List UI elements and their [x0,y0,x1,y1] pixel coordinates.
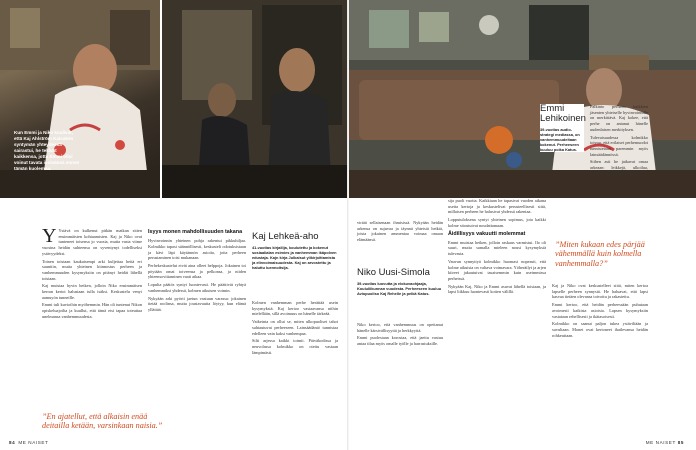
body-column-5 [448,198,546,297]
profile-name: Kaj Lehkeä-aho [252,231,319,242]
body-paragraph: Toinen toistaan kaukaisempi arki kuljettaa heitä eri suuntiin, mutta yhteinen kiinnostus perheen ja vanhemmuuden kysymyksiin on pitänyt heidät lähellä toisiaan. [42,258,142,281]
body-paragraph: Siihen asti he jatkavat omaa arkeaan: leikkejä, ulkoilua, iltasatuja ja yhteisiä illallisia. [590,159,648,176]
profile-name: Niko Uusi-Simola [357,267,430,278]
body-paragraph: sija puoli vuotta. Kaikkiaan he tapasivat vuoden aikana useita kertoja ja keskustelivat perusteellisesti siitä, millaisen perheen he halusivat yhdessä rakentaa. [448,198,546,215]
body-paragraph: Silti arjessa kaikki toimii. Päiväkodissa ja neuvolassa kolmikko on otettu vastaan lämpimästi. [252,338,338,355]
body-paragraph: Kaj ja Niko ovat keskustelleet siitä, miten kertoa lapselle perheen synnystä. He haluavat, että lapsi kasvaa tietäen olevansa toivottu ja rakastettu. [552,283,648,300]
body-paragraph: Vaikeinta on ollut se, miten ulkopuoliset tahot suhtautuvat perheeseen. Lainsäädäntö tunnistaa edelleen vain kaksi vanhempaa. [252,319,338,336]
body-paragraph: Nykyään Kaj, Niko ja Emmi asuvat lähellä toisiaan, ja lapsi liikkuu luontevasti kotien välillä. [448,283,546,295]
profile-bio: 41-vuotias kirjailija, koulutettu ja kokenut sosiaalialan esimies ja vanhemman ikäpolven edustaja. Kajn kirja Julkaisut ylikirjoittamista ja elinvoimaisuudesta. Kaj on arvostettu ja haluttu luennoitsija. [252,244,337,271]
body-column-1 [42,225,142,322]
folio-right [646,440,687,445]
body-paragraph: Emmi muistaa hetken, jolloin raskaus varmistui. Ilo oli suuri, mutta samalla mieleen nousi kysymyksiä tulevasta. [448,239,546,257]
body-paragraph: Perhekeskustelut eivät aina olleet helppoja. Jokainen toi pöytään omat toiveensa ja pelkonsa, ja niiden yhteensovittaminen vaati aikaa. [148,263,246,280]
body-column-4 [357,220,443,245]
body-paragraph: Kolmen vanhemman perhe herättää usein kysymyksiä. Kaj kertoo vastaavansa niihin mielellään, sillä avoimuus on hänelle tärkeää. [252,300,338,317]
body-column-6 [590,104,648,178]
body-paragraph: Kolmikko on saanut paljon tukea ystäviltään ja suvultaan. Monet ovat kertoneet ihailevansa heidän rohkeuttaan. [552,321,648,338]
body-paragraph: Vauvan synnyttyä kolmikko huomasi nopeasti, että kolme aikuista on valtava voimavara. Yöheräilyt ja arjen kiireet jakautuivat tasaisemmin kuin useimmissa perheissä. [448,258,546,281]
subhead-aidillisyys: Äidillisyys vakuutti molemmat [448,230,526,237]
body-paragraph: Niko kertoo, että vanhemmuus on opettanut hänelle kärsivällisyyttä ja herkkyyttä. [357,322,443,333]
body-paragraph [42,225,142,257]
body-column-7 [552,283,648,340]
photo-kaj-and-niko [162,0,347,198]
body-paragraph: Tulevaisuudessa kolmikko toivoo, että erilaiset perhemuodot tunnistetaan paremmin myös lainsäädännössä. [590,134,648,157]
drop-cap: Y [42,225,57,247]
body-column-3 [252,300,338,357]
photo-caption-left: Kun Emmi ja Niko kuulivat, että Kaj Ahlström Kaisaken syntymän yhteydessä sairastui, he tekivät kaikkensa, jotta Emmi olisi voinut tavata isoisänsä ennen tämän kuolemaa. [14,130,80,171]
page-number: 84 [9,440,16,445]
pull-quote-right: ”Miten kukaan edes pärjää vähemmällä kuin kolmella vanhemmalla?” [555,240,645,268]
photo-emmi-in-kitchen [0,0,160,198]
profile-kaj [252,232,338,270]
page-number: 85 [677,440,684,445]
folio-left [9,440,48,445]
paragraph-text: Ystävä on kulkenut pitkän matkan sitten ensimmäisten kohtaamisten. Kaj ja Niko ovat tunteneet toisensa jo vuosia, mutta vasta viime vuosina heidän suhteensa on syventynyt todelliseksi ystävyydeksi. [42,228,142,256]
profile-bio: 39-vuotias luovutta ja elokuvaohjaaja, Koululiikunnan vuodesta. Perheeseen kuuluu Aviopuoliso Kaj Rehelle ja pelkä Katus. [357,280,442,297]
body-paragraph: Kaj muistaa hyvin hetken, jolloin Niko ensimmäisen kerran kertoi halustaan tulla isäksi. Keskustelu venyi aamuyön tunneille. [42,283,142,300]
magazine-name: ME NAISET [18,440,49,445]
body-paragraph: virtää sellaisenaan ihmisissä. Nykyään heidän arkensa on sujuvaa ja täynnä yhteisiä hetkiä, joista jokainen ammentaa voimaa omaan elämäänsä. [357,220,443,243]
page-gutter [347,0,349,450]
body-paragraph: Nykyään arki pyörii jaetun vastuun varassa: jokainen tietää roolinsa, mutta joustavuutta löytyy, kun elämä yllättää. [148,295,246,312]
photo-kaj-niko-illustration [162,0,347,198]
body-paragraph: Lopputuloksena syntyi yhteinen sopimus, jota kaikki kolme sitoutuivat noudattamaan. [448,217,546,228]
body-paragraph: Emmi tuli kuvioihin myöhemmin. Hän oli tuntenut Nikon opiskeluajoilta ja kuullut, että tämä etsi tapaa toteuttaa unelmansa vanhemmuudesta. [42,302,142,319]
body-paragraph: Lopulta päätös syntyi luontevasti. He päättivät ryhtyä vanhemmiksi yhdessä, kolmen aikuisen voimin. [148,282,246,293]
body-paragraph: Emmi puolestaan korostaa, että jaettu vastuu antaa tilaa myös omalle työlle ja harrastuksille. [357,335,443,347]
subhead-isyys: Isyys monen mahdollisuuden takana [148,229,243,235]
body-paragraph: Hyvinvoinnin yhteinen pohja rakentui pikkuhiljaa. Kolmikko tapasi säännöllisesti, keskusteli odotuksistaan ja kävi läpi käytännön asioita, joita perheen perustaminen toisi mukanaan. [148,238,246,261]
body-paragraph: Palkinto perheen kaikkien jäsenten yhteiselle hyvinvoinnille on merkittävä. Kaj kokee, että perhe on antanut hänelle uudenlaisen merkityksen. [590,104,648,132]
body-paragraph: Emmi kertoo, että heidän perheessään puhutaan avoimesti kaikista asioista. Lapsen kysymyksiin vastataan rehellisesti ja ikätasoisesti. [552,302,648,319]
magazine-name: ME NAISET [645,440,676,445]
profile-bio: 39-vuotias audio-strategi mediassa, on vanhemmuudeltaan kokenut. Perheeseen kuuluu poika Katus. [540,126,580,153]
profile-niko [357,268,443,296]
profile-name: Emmi Lehikoinen [540,103,586,124]
body-column-2 [148,228,246,315]
body-column-4b [357,322,443,349]
profile-emmi [540,104,584,152]
pull-quote-left: ”En ajatellut, että alkaisin enää deitailla ketään, varsinkaan naisia.” [42,412,163,431]
